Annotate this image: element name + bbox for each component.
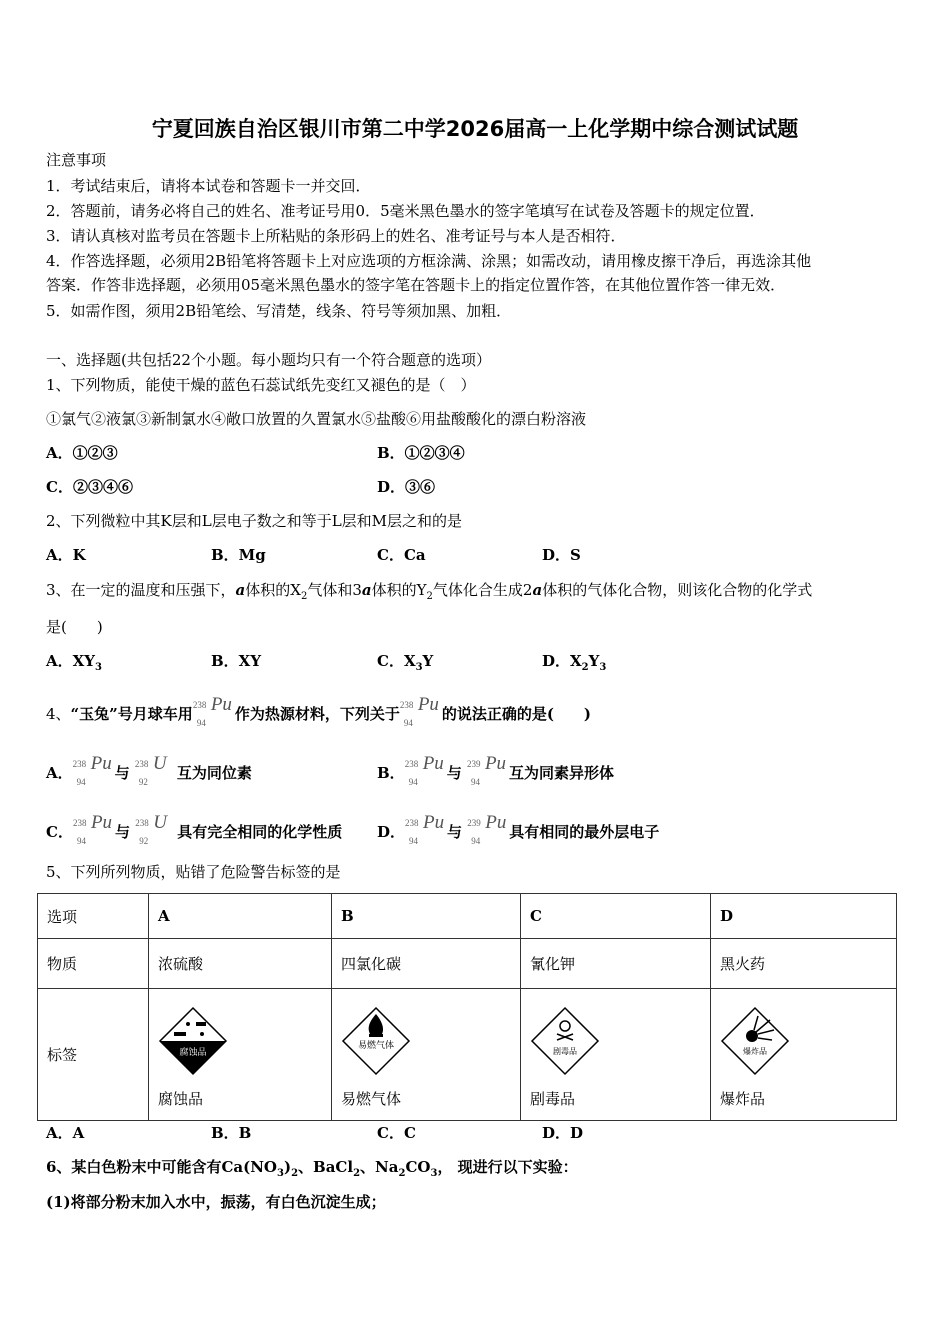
q2-option-c: C．Ca [377, 546, 426, 564]
row-header: 标签 [38, 989, 149, 1121]
cell-label [149, 989, 332, 1121]
cell-label [332, 989, 521, 1121]
cell-option: A [149, 894, 332, 939]
q5-option-d: D．D [542, 1124, 584, 1142]
q6-stem: 6、某白色粉末中可能含有$Ca(NO_3)_2$、BaCl$_2$、$Na_2CO_3$， 现进行以下实验： [46, 1158, 578, 1179]
section-heading: 一、选择题(共包括22个小题。每小题均只有一个符合题意的选项） [46, 351, 491, 369]
cell-substance: 黑火药 [711, 939, 897, 989]
cell-substance: 氰化钾 [521, 939, 711, 989]
note-item: 2．答题前，请务必将自己的姓名、准考证号用0．5毫米黑色墨水的签字笔填写在试卷及答题卡的规定位置． [46, 202, 765, 220]
q3-stem: 3、在一定的温度和压强下，a体积的$X_2$气体和3a体积的$Y_2$气体化合生成2a体积的气体化合物，则该化合物的化学式 [46, 581, 813, 602]
q4-stem: 4、“玉兔”号月球车用 238 94 Pu 作为热源材料，下列关于 238 94 Pu 的说法正确的是( ) [46, 694, 592, 728]
cell-label [711, 989, 897, 1121]
toxic-sign-icon [530, 1006, 600, 1076]
cell-option: B [332, 894, 521, 939]
q2-option-d: D．S [542, 546, 581, 564]
label-text: 腐蚀品 [158, 1090, 204, 1108]
svg-text:爆炸品: 爆炸品 [743, 1047, 767, 1056]
svg-text:易燃气体: 易燃气体 [357, 1041, 395, 1051]
label-text: 易燃气体 [341, 1090, 402, 1108]
q5-option-b: B．B [211, 1124, 252, 1142]
note-item: 4．作答选择题，必须用2B铅笔将答题卡上对应选项的方框涂满、涂黑；如需改动，请用橡皮擦干净后，再选涂其他 [46, 252, 812, 270]
corrosive-sign-icon [158, 1006, 228, 1076]
explosive-sign-icon [720, 1006, 790, 1076]
flammable-sign-icon [341, 1006, 411, 1076]
page-title: 宁夏回族自治区银川市第二中学2026届高一上化学期中综合测试试题 [151, 117, 799, 141]
isotope-pu238: 238 94 Pu [399, 694, 439, 728]
note-item: 5．如需作图，须用2B铅笔绘、写清楚，线条、符号等须加黑、加粗． [46, 302, 512, 320]
q5-table [37, 893, 897, 1121]
q3-option-b: B．XY [211, 652, 262, 670]
note-item: 1．考试结束后，请将本试卷和答题卡一并交回． [46, 177, 371, 195]
q5-option-c: C．C [377, 1124, 416, 1142]
note-item: 3．请认真核对监考员在答题卡上所粘贴的条形码上的姓名、准考证号与本人是否相符． [46, 227, 626, 245]
table-row [38, 939, 897, 989]
q6-step1: (1)将部分粉末加入水中，振荡，有白色沉淀生成； [46, 1193, 386, 1211]
q4-option-c: C． 238 94 Pu 与 238 92 U 具有完全相同的化学性质 [46, 812, 343, 846]
q1-option-d: D．③⑥ [377, 478, 436, 496]
row-header: 物质 [38, 939, 149, 989]
q3-option-d: D．$X_2Y_3$ [542, 652, 607, 673]
cell-option: C [521, 894, 711, 939]
q4-option-d: D． 238 94 Pu 与 239 94 Pu 具有相同的最外层电子 [377, 812, 660, 846]
table-row [38, 989, 897, 1121]
cell-substance: 浓硫酸 [149, 939, 332, 989]
q1-option-b: B．①②③④ [377, 444, 465, 462]
q1-option-c: C．②③④⑥ [46, 478, 133, 496]
label-text: 爆炸品 [720, 1090, 766, 1108]
notes-heading: 注意事项 [46, 151, 107, 169]
q2-stem: 2、下列微粒中其K层和L层电子数之和等于L层和M层之和的是 [46, 512, 463, 530]
q5-option-a: A．A [46, 1124, 85, 1142]
q5-stem: 5、下列所列物质，贴错了危险警告标签的是 [46, 863, 341, 881]
cell-label [521, 989, 711, 1121]
q2-option-a: A．K [46, 546, 86, 564]
q4-option-b: B． 238 94 Pu 与 239 94 Pu 互为同素异形体 [377, 753, 614, 787]
q1-stem: 1、下列物质，能使干燥的蓝色石蕊试纸先变红又褪色的是（ ） [46, 376, 476, 394]
q2-option-b: B．Mg [211, 546, 266, 564]
q3-stem-line2: 是( ) [46, 618, 103, 636]
note-item: 答案．作答非选择题，必须用05毫米黑色墨水的签字笔在答题卡上的指定位置作答，在其他位置作答一律无效． [46, 276, 786, 294]
q3-option-a: A．$XY_3$ [46, 652, 102, 673]
cell-substance: 四氯化碳 [332, 939, 521, 989]
q3-option-c: C．$X_3Y$ [377, 652, 434, 673]
q1-list: ①氯气②液氯③新制氯水④敞口放置的久置氯水⑤盐酸⑥用盐酸酸化的漂白粉溶液 [46, 410, 587, 428]
svg-text:腐蚀品: 腐蚀品 [179, 1048, 207, 1058]
table-row [38, 894, 897, 939]
isotope-pu238: 238 94 Pu [192, 694, 232, 728]
row-header: 选项 [38, 894, 149, 939]
label-text: 剧毒品 [530, 1090, 576, 1108]
svg-text:剧毒品: 剧毒品 [553, 1047, 577, 1056]
q1-option-a: A．①②③ [46, 444, 118, 462]
cell-option: D [711, 894, 897, 939]
q4-option-a: A． 238 94 Pu 与 238 92 U 互为同位素 [46, 753, 252, 787]
